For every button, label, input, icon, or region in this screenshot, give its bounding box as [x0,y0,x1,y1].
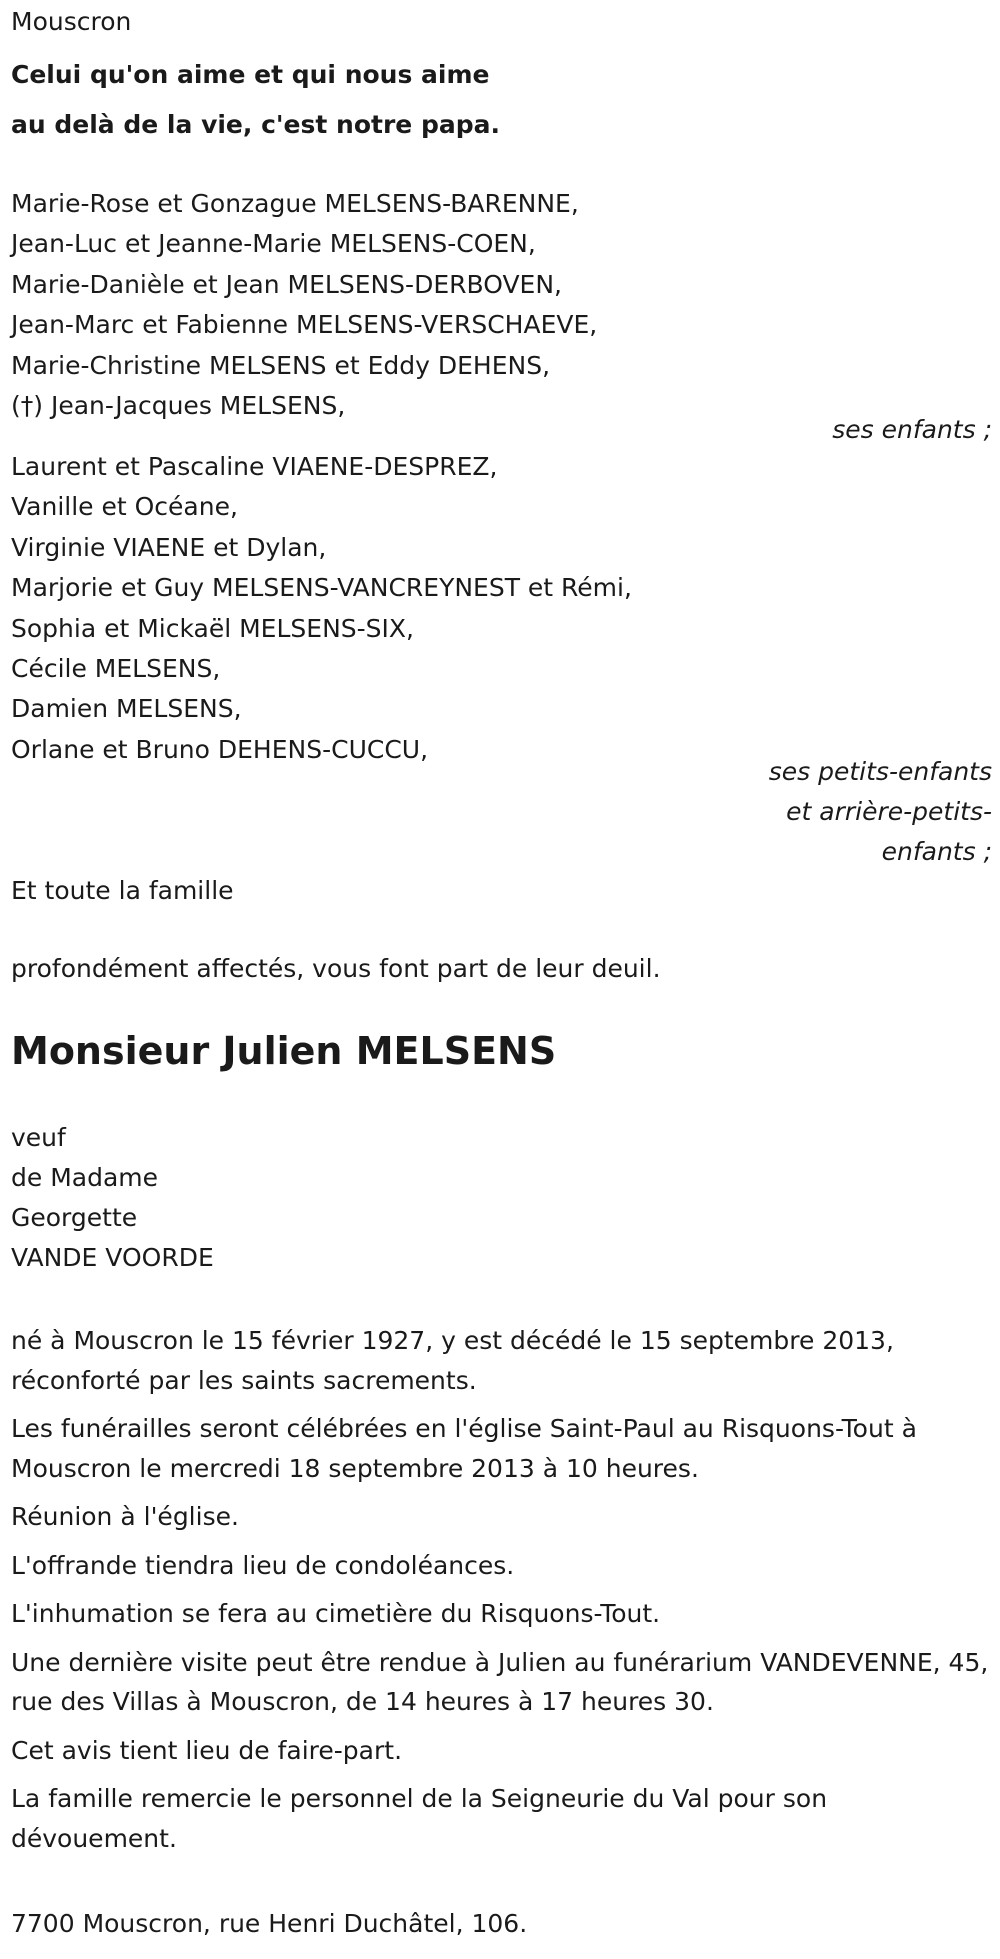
widower-line: de Madame [11,1163,159,1192]
grandchild-name: Cécile MELSENS, [11,654,221,684]
child-name: Jean-Marc et Fabienne MELSENS-VERSCHAEVE, [11,310,598,340]
deceased-name: Monsieur Julien MELSENS [11,1029,557,1073]
detail-paragraph: Réunion à l'église. [11,1502,239,1531]
detail-paragraph: Cet avis tient lieu de faire-part. [11,1735,403,1765]
location-header: Mouscron [11,7,132,36]
children-list [11,184,597,426]
widower-block [11,1118,214,1278]
widower-line: Georgette [11,1203,138,1232]
detail-paragraph: La famille remercie le personnel de la Seigneurie du Val pour son dévouement. [11,1784,828,1853]
child-name: Jean-Luc et Jeanne-Marie MELSENS-COEN, [11,229,536,259]
grandchildren-role [392,752,992,872]
detail-paragraph: Les funérailles seront célébrées en l'église Saint-Paul au Risquons-Tout à Mouscron le mercredi 18 septembre 2013 à 10 heures. [11,1414,917,1483]
widower-line: veuf [11,1123,66,1152]
family-line: Et toute la famille [11,876,234,905]
children-role: ses enfants ; [832,415,992,444]
child-name: Marie-Danièle et Jean MELSENS-DERBOVEN, [11,269,562,299]
grandchild-name: Sophia et Mickaël MELSENS-SIX, [11,613,414,643]
role-line: et arrière-petits- [786,797,992,826]
widower-line: VANDE VOORDE [11,1243,214,1272]
details [11,1321,996,1867]
child-name: Marie-Christine MELSENS et Eddy DEHENS, [11,350,551,380]
child-name: Marie-Rose et Gonzague MELSENS-BARENNE, [11,189,579,218]
quote-line: Celui qu'on aime et qui nous aime [11,60,490,89]
detail-paragraph: né à Mouscron le 15 février 1927, y est décédé le 15 septembre 2013, réconforté par les saints sacrements. [11,1326,894,1395]
detail-paragraph: L'inhumation se fera au cimetière du Risquons-Tout. [11,1599,661,1628]
quote [11,50,500,150]
child-name: (†) Jean-Jacques MELSENS, [11,391,346,421]
quote-line: au delà de la vie, c'est notre papa. [11,110,500,139]
grandchild-name: Damien MELSENS, [11,694,242,724]
grandchildren-list [11,447,632,770]
grandchild-name: Laurent et Pascaline VIAENE-DESPREZ, [11,452,498,481]
grandchild-name: Vanille et Océane, [11,492,238,522]
detail-paragraph: Une dernière visite peut être rendue à Julien au funérarium VANDEVENNE, 45, rue des Villas à Mouscron, de 14 heures à 17 heures 30. [11,1647,989,1716]
role-line: ses petits-enfants [768,757,992,786]
announcement: profondément affectés, vous font part de leur deuil. [11,954,661,983]
role-line: enfants ; [881,837,992,866]
grandchild-name: Orlane et Bruno DEHENS-CUCCU, [11,734,429,764]
grandchild-name: Marjorie et Guy MELSENS-VANCREYNEST et Rémi, [11,573,632,603]
detail-paragraph: L'offrande tiendra lieu de condoléances. [11,1550,515,1580]
grandchild-name: Virginie VIAENE et Dylan, [11,532,327,562]
address: 7700 Mouscron, rue Henri Duchâtel, 106. [11,1909,528,1938]
